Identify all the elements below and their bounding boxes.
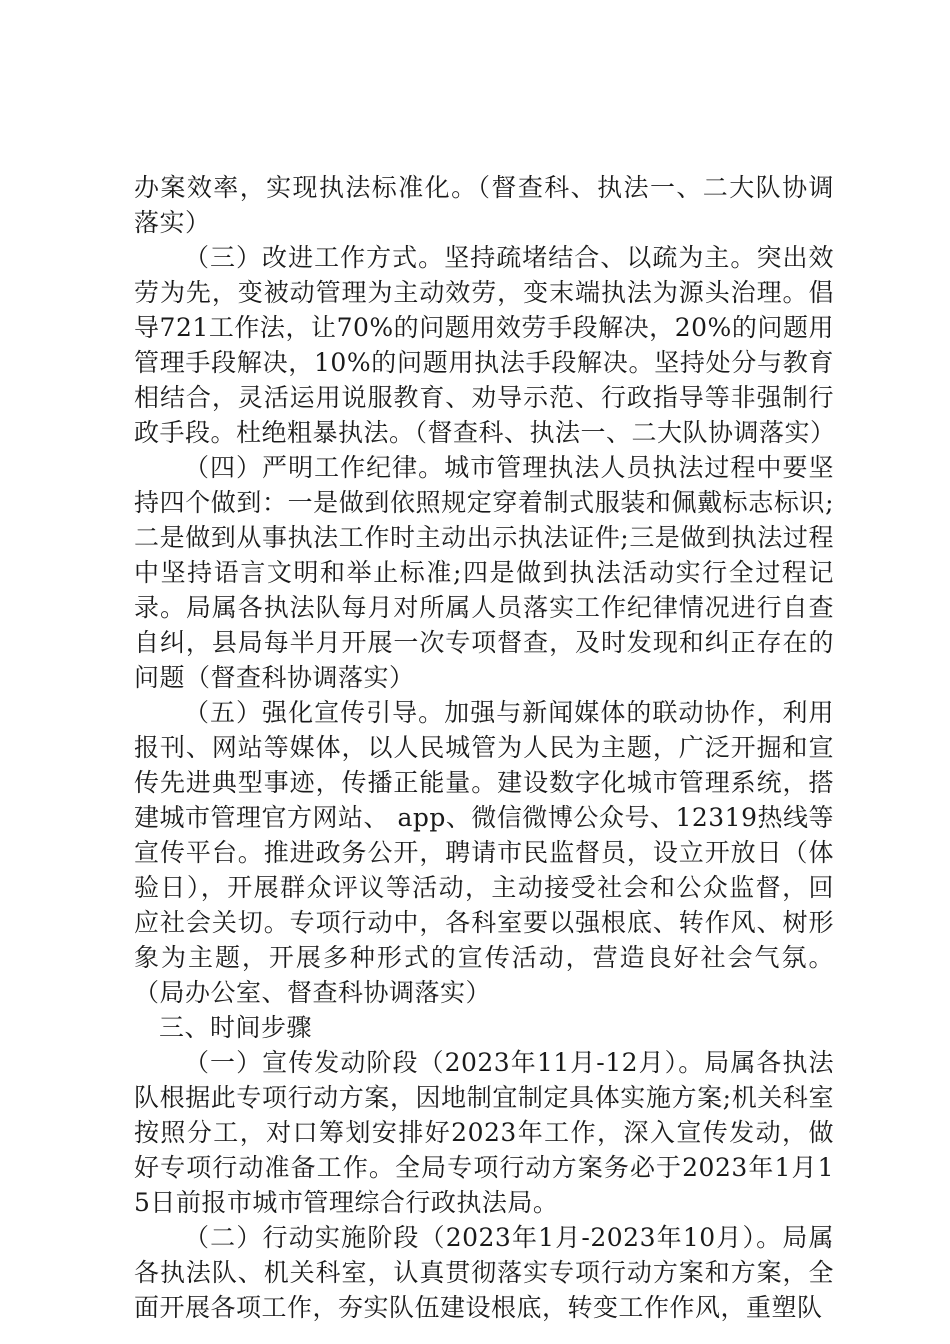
paragraph-publicity-phase: （一）宣传发动阶段（2023年11月-12月）。局属各执法队根据此专项行动方案，因地制宜制定具体实施方案;机关科室按照分工，对口筹划安排好2023年工作，深入宣传发动，做好专项行动准备工作。全局专项行动方案务必于2023年1月15日前报市城市管理综合行政执法局。 [134,1048,834,1217]
section-heading-time-steps: 三、时间步骤 [159,1013,313,1042]
paragraph-publicity-guidance: （五）强化宣传引导。加强与新闻媒体的联动协作，利用报刊、网站等媒体，以人民城管为人民为主题，广泛开掘和宣传先进典型事迹，传播正能量。建设数字化城市管理系统，搭建城市管理官方网站、 app、微信微博公众号、12319热线等宣传平台。推进政务公开，聘请市民监督员，设立开放日（体验日），开展群众评议等活动，主动接受社会和公众监督，回应社会关切。专项行动中，各科室要以强根底、转作风、树形象为主题，开展多种形式的宣传活动，营造良好社会气氛。（局办公室、督查科协调落实） [134,698,834,1007]
document-body [134,170,834,1325]
paragraph-work-discipline: （四）严明工作纪律。城市管理执法人员执法过程中要坚持四个做到：一是做到依照规定穿着制式服装和佩戴标志标识;二是做到从事执法工作时主动出示执法证件;三是做到执法过程中坚持语言文明和举止标准;四是做到执法活动实行全过程记录。局属各执法队每月对所属人员落实工作纪律情况进行自查自纠，县局每半月开展一次专项督查，及时发现和纠正存在的问题（督查科协调落实） [134,453,834,692]
paragraph-implementation-phase: （二）行动实施阶段（2023年1月-2023年10月）。局属各执法队、机关科室，认真贯彻落实专项行动方案和方案，全面开展各项工作，夯实队伍建设根底，转变工作作风，重塑队 [134,1223,834,1322]
paragraph-continuation: 办案效率，实现执法标准化。（督查科、执法一、二大队协调落实） [134,173,834,237]
paragraph-improve-work-method: （三）改进工作方式。坚持疏堵结合、以疏为主。突出效劳为先，变被动管理为主动效劳，变末端执法为源头治理。倡导721工作法，让70%的问题用效劳手段解决，20%的问题用管理手段解决，10%的问题用执法手段解决。坚持处分与教育相结合，灵活运用说服教育、劝导示范、行政指导等非强制行政手段。杜绝粗暴执法。（督查科、执法一、二大队协调落实） [134,243,836,447]
